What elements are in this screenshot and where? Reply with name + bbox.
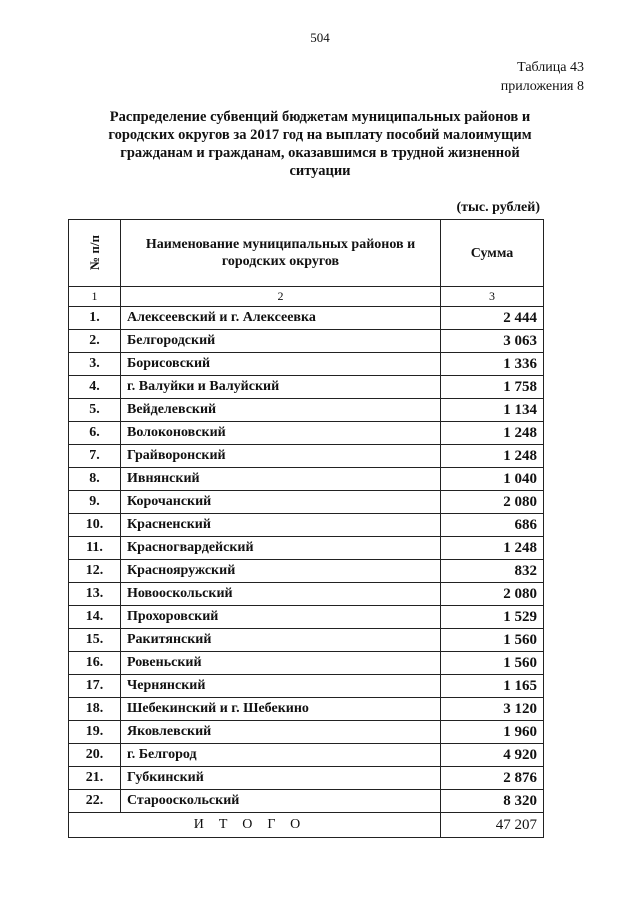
row-sum: 1 529 <box>441 606 544 629</box>
district-name: г. Белгород <box>121 744 441 767</box>
district-name: Красногвардейский <box>121 537 441 560</box>
table-row <box>69 307 544 330</box>
row-number: 15. <box>69 629 121 652</box>
district-name: Алексеевский и г. Алексеевка <box>121 307 441 330</box>
row-number: 3. <box>69 353 121 376</box>
row-sum: 1 134 <box>441 399 544 422</box>
row-sum: 2 080 <box>441 491 544 514</box>
row-sum: 1 336 <box>441 353 544 376</box>
table-row <box>69 675 544 698</box>
row-number: 22. <box>69 790 121 813</box>
district-name: Вейделевский <box>121 399 441 422</box>
district-name: г. Валуйки и Валуйский <box>121 376 441 399</box>
district-name: Яковлевский <box>121 721 441 744</box>
row-number: 5. <box>69 399 121 422</box>
total-row <box>69 813 544 838</box>
column-index-2: 2 <box>121 287 441 307</box>
table-row <box>69 445 544 468</box>
allocation-table <box>68 219 544 838</box>
district-name: Ракитянский <box>121 629 441 652</box>
row-sum: 2 876 <box>441 767 544 790</box>
row-sum: 2 444 <box>441 307 544 330</box>
row-sum: 1 560 <box>441 629 544 652</box>
district-name: Прохоровский <box>121 606 441 629</box>
title-line: гражданам и гражданам, оказавшимся в трудной жизненной <box>120 145 520 161</box>
header-number <box>69 220 121 287</box>
row-number: 19. <box>69 721 121 744</box>
column-index-1: 1 <box>69 287 121 307</box>
row-number: 2. <box>69 330 121 353</box>
table-row <box>69 606 544 629</box>
row-number: 18. <box>69 698 121 721</box>
district-name: Волоконовский <box>121 422 441 445</box>
row-sum: 1 960 <box>441 721 544 744</box>
district-name: Красненский <box>121 514 441 537</box>
total-sum: 47 207 <box>441 813 544 838</box>
row-sum: 686 <box>441 514 544 537</box>
table-row <box>69 491 544 514</box>
title-line: Распределение субвенций бюджетам муниципальных районов и <box>109 109 531 125</box>
table-row <box>69 422 544 445</box>
row-number: 11. <box>69 537 121 560</box>
row-sum: 3 063 <box>441 330 544 353</box>
row-sum: 832 <box>441 560 544 583</box>
table-row <box>69 353 544 376</box>
unit-note: (тыс. рублей) <box>456 200 540 215</box>
row-number: 7. <box>69 445 121 468</box>
table-caption <box>501 58 584 96</box>
district-name: Борисовский <box>121 353 441 376</box>
district-name: Старооскольский <box>121 790 441 813</box>
title-line: городских округов за 2017 год на выплату пособий малоимущим <box>108 127 532 143</box>
row-number: 13. <box>69 583 121 606</box>
district-name: Корочанский <box>121 491 441 514</box>
row-number: 8. <box>69 468 121 491</box>
row-number: 9. <box>69 491 121 514</box>
row-number: 20. <box>69 744 121 767</box>
row-number: 6. <box>69 422 121 445</box>
table-row <box>69 744 544 767</box>
row-sum: 8 320 <box>441 790 544 813</box>
table-row <box>69 468 544 491</box>
table-caption-appendix: приложения 8 <box>500 79 584 94</box>
total-label: ИТОГО <box>69 813 441 838</box>
district-name: Чернянский <box>121 675 441 698</box>
title-line: ситуации <box>289 163 351 179</box>
table-row <box>69 767 544 790</box>
row-sum: 1 248 <box>441 422 544 445</box>
row-number: 4. <box>69 376 121 399</box>
page-number: 504 <box>310 30 330 45</box>
row-number: 21. <box>69 767 121 790</box>
row-number: 1. <box>69 307 121 330</box>
table-row <box>69 629 544 652</box>
table-row <box>69 721 544 744</box>
row-sum: 1 248 <box>441 537 544 560</box>
table-row <box>69 376 544 399</box>
header-number-label: № п/п <box>87 235 102 270</box>
row-number: 12. <box>69 560 121 583</box>
table-row <box>69 330 544 353</box>
row-sum: 1 758 <box>441 376 544 399</box>
row-number: 10. <box>69 514 121 537</box>
row-sum: 1 560 <box>441 652 544 675</box>
row-sum: 3 120 <box>441 698 544 721</box>
row-number: 17. <box>69 675 121 698</box>
document-title <box>70 108 570 180</box>
district-name: Ровеньский <box>121 652 441 675</box>
table-body <box>69 307 544 813</box>
table-caption-number: Таблица 43 <box>517 60 584 75</box>
table-row <box>69 652 544 675</box>
table-row <box>69 537 544 560</box>
row-number: 14. <box>69 606 121 629</box>
district-name: Новооскольский <box>121 583 441 606</box>
district-name: Ивнянский <box>121 468 441 491</box>
row-sum: 1 248 <box>441 445 544 468</box>
table-row <box>69 583 544 606</box>
district-name: Губкинский <box>121 767 441 790</box>
table-row <box>69 560 544 583</box>
header-sum: Сумма <box>441 220 544 287</box>
row-sum: 1 040 <box>441 468 544 491</box>
table-row <box>69 790 544 813</box>
table-header-row <box>69 220 544 287</box>
column-index-row <box>69 287 544 307</box>
row-sum: 4 920 <box>441 744 544 767</box>
district-name: Краснояружский <box>121 560 441 583</box>
column-index-3: 3 <box>441 287 544 307</box>
district-name: Шебекинский и г. Шебекино <box>121 698 441 721</box>
header-name: Наименование муниципальных районов и городских округов <box>121 220 441 287</box>
district-name: Грайворонский <box>121 445 441 468</box>
district-name: Белгородский <box>121 330 441 353</box>
table-row <box>69 399 544 422</box>
row-sum: 2 080 <box>441 583 544 606</box>
table-row <box>69 698 544 721</box>
row-sum: 1 165 <box>441 675 544 698</box>
row-number: 16. <box>69 652 121 675</box>
table-row <box>69 514 544 537</box>
